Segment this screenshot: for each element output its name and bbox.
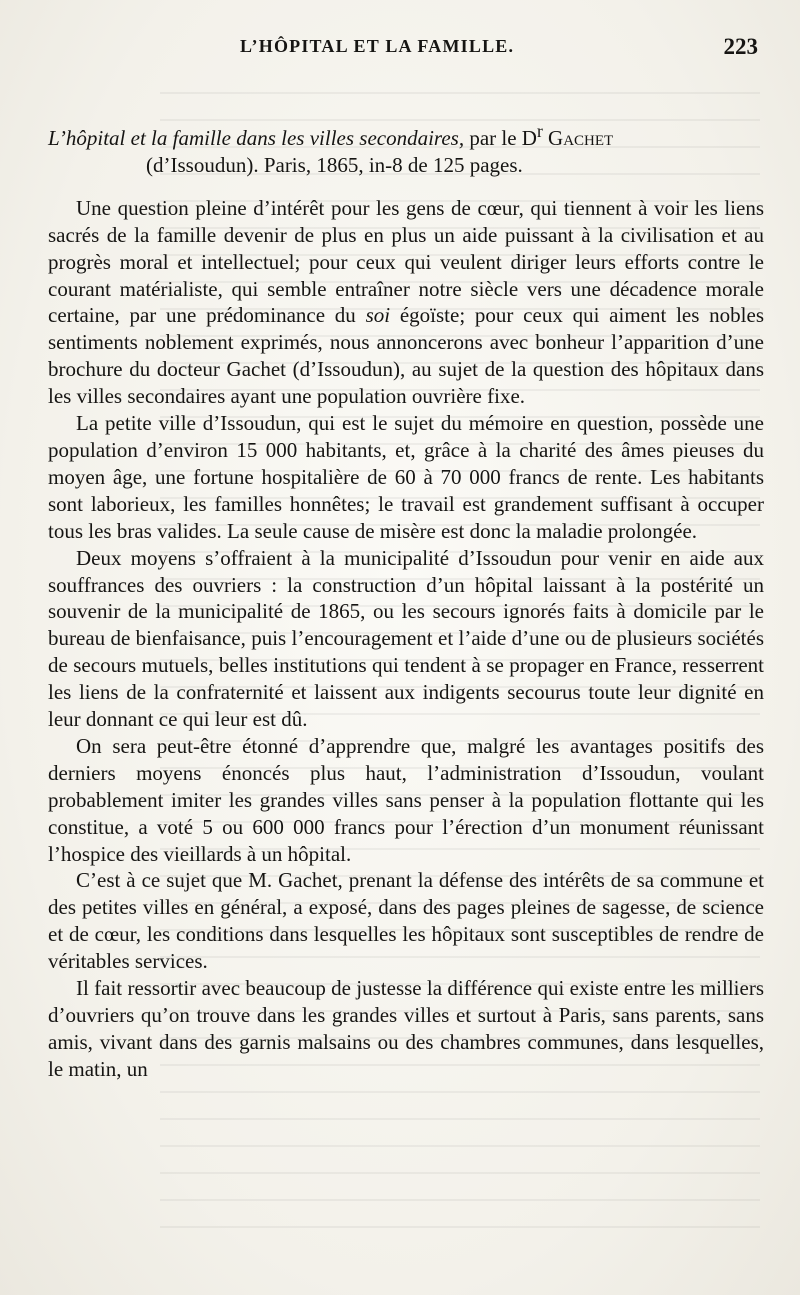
review-heading (48, 118, 764, 179)
book-title: L’hôpital et la famille dans les villes secondaires, (48, 126, 465, 150)
paragraph-5: C’est à ce sujet que M. Gachet, prenant la défense des intérêts de sa commune et des petites villes en général, a exposé, dans des pages pleines de sagesse, de science et de cœur, les conditions dans lesquelles les hôpitaux sont susceptibles de rendre de véritables services. (48, 868, 764, 974)
paragraph-1-italic: soi (365, 303, 391, 328)
publication-details: (d’Issoudun). Paris, 1865, in-8 de 125 pages. (146, 152, 523, 177)
paragraph-4: On sera peut-être étonné d’apprendre que, malgré les avantages positifs des derniers moyens énoncés plus haut, l’administration d’Issoudun, voulant probablement imiter les grandes villes sans penser à la population flottante qui les constitue, a voté 5 ou 600 000 francs pour l’érection d’un monument réunissant l’hospice des vieillards à un hôpital. (48, 733, 764, 866)
paragraph-1 (48, 195, 764, 410)
paragraph-2: La petite ville d’Issoudun, qui est le sujet du mémoire en question, possède une population d’environ 15 000 habitants, et, grâce à la charité des âmes pieuses du moyen âge, une fortune hospitalière de 60 à 70 000 francs de rente. Les habitants sont laborieux, les familles honnêtes; le travail est grandement suffisant à occuper tous les bras valides. La seule cause de misère est donc la maladie prolongée. (48, 411, 764, 543)
doctor-abbrev-sup: r (536, 121, 543, 141)
review-by: par le D (464, 126, 537, 150)
paragraph-6: Il fait ressortir avec beaucoup de justesse la différence qui existe entre les milliers d’ouvriers qu’on trouve dans les grandes villes et surtout à Paris, sans parents, sans amis, vivant dans des garnis malsains ou des chambres communes, dans lesquelles, le matin, un (48, 976, 764, 1081)
paragraph-1-end: égoïste; pour ceux qui aiment les nobles sentiments noblement exprimés, nous annoncerons avec bonheur l’apparition d’une brochure du docteur Gachet (d’Issoudun), au sujet de la question des hôpitaux dans les villes secondaires ayant une population ouvrière fixe. (48, 303, 764, 409)
page-header (48, 34, 762, 70)
body-text (48, 118, 764, 1083)
paragraph-3: Deux moyens s’offraient à la municipalité d’Issoudun pour venir en aide aux souffrances des ouvriers : la construction d’un hôpital laissant à la postérité un souvenir de la municipalité de 1865, ou les secours ignorés faits à domicile par le bureau de bienfaisance, puis l’encouragement et l’aide d’une ou de plusieurs sociétés de secours mutuels, belles institutions qui tendent à se propager en France, resserrent les liens de la confraternité et laissent aux indigents secourus toute leur dignité en leur donnant ce qui leur est dû. (48, 545, 764, 732)
running-head: L’HÔPITAL ET LA FAMILLE. (240, 36, 515, 56)
page-number: 223 (723, 34, 758, 59)
author-name: Gachet (542, 126, 614, 150)
paragraph-1-start: Une question pleine d’intérêt pour les gens de cœur, qui tiennent à voir les liens sacrés de la famille devenir de plus en plus un aide puissant à la civilisation et au progrès moral et intellectuel; pour ceux qui veulent diriger leurs efforts contre le courant matérialiste, qui semble entraîner notre siècle vers une décadence morale certaine, par une prédominance du (48, 195, 764, 328)
